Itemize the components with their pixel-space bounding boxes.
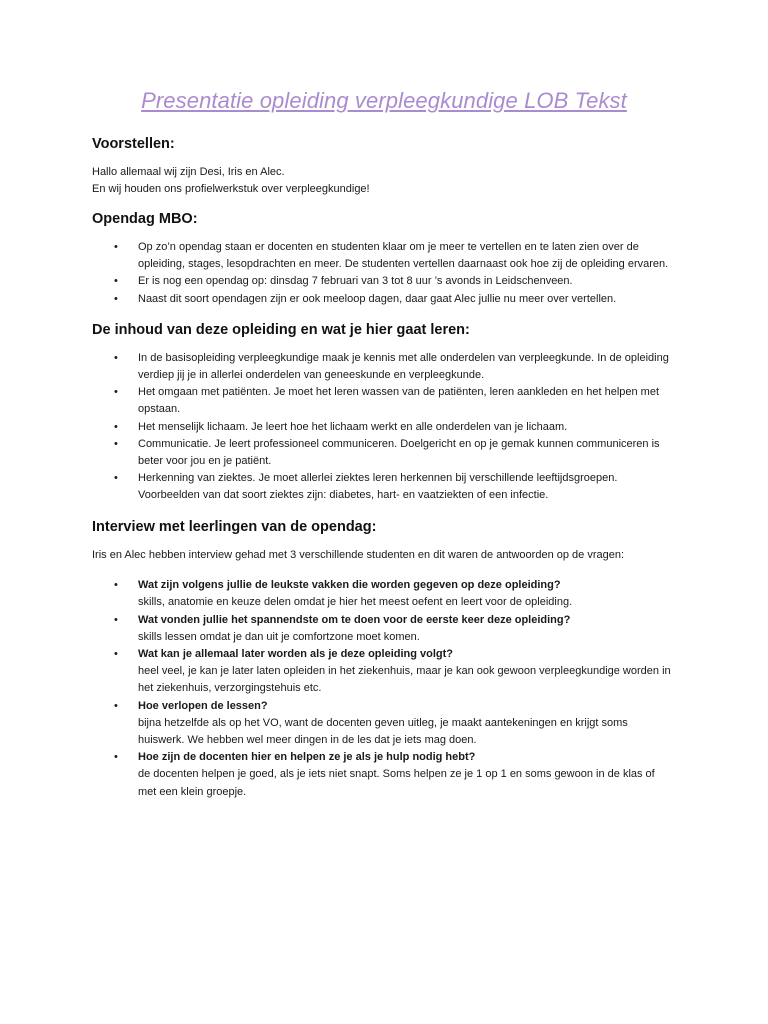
list-item: • Er is nog een opendag op: dinsdag 7 februari van 3 tot 8 uur ’s avonds in Leidschenveen. [92,273,676,290]
list-item: • Herkenning van ziektes. Je moet allerlei ziektes leren herkennen bij verschillende leeftijdsgroepen. Voorbeelden van dat soort ziektes zijn: diabetes, hart- en vaatziekten of een infectie. [114,472,618,502]
list-item: • Communicatie. Je leert professioneel communiceren. Doelgericht en op je gemak kunnen communiceren is beter voor jou en je patiënt. [114,437,660,468]
question: Hoe verlopen de lessen? [138,699,268,712]
bullet-icon: • [114,647,118,660]
question: Hoe zijn de docenten hier en helpen ze je als je hulp nodig hebt? [138,751,476,764]
bullet-icon: • [114,275,118,288]
bullet-icon: • [114,613,118,626]
document-title: Presentatie opleiding verpleegkundige LOB Tekst [141,88,627,113]
heading-opendag: Opendag MBO: [92,211,198,227]
answer: skills lessen omdat je dan uit je comfortzone moet komen. [138,630,420,643]
paragraph-intro [92,164,676,197]
qa-item [92,646,676,698]
bullet-icon: • [114,292,118,305]
qa-item [92,577,676,611]
list-item: • Het omgaan met patiënten. Je moet het leren wassen van de patiënten, leren aankleden en het helpen met opstaan. [114,386,660,416]
bullet-icon: • [114,420,118,433]
intro-line-2: En wij houden ons profielwerkstuk over verpleegkundige! [92,182,370,195]
bullet-list-inhoud [92,350,676,505]
heading-inhoud: De inhoud van deze opleiding en wat je hier gaat leren: [92,321,470,338]
bullet-icon: • [114,241,118,253]
answer: heel veel, je kan je later laten opleiden in het ziekenhuis, maar je kan ook gewoon verpleegkundige worden in het ziekenhuis, verzorgingstehuis etc. [138,665,671,695]
bullet-icon: • [114,751,118,764]
qa-list [92,577,676,801]
bullet-icon: • [114,579,118,592]
bullet-icon: • [114,472,118,485]
bullet-list-opendag [92,239,676,308]
qa-item [92,612,676,646]
question: Wat zijn volgens jullie de leukste vakken die worden gegeven op deze opleiding? [138,579,561,592]
list-item: • In de basisopleiding verpleegkundige maak je kennis met alle onderdelen van verpleegkunde. In de opleiding verdiep jij je in allerlei onderdelen van geneeskunde en verpleegkunde. [114,351,669,382]
heading-voorstellen: Voorstellen: [92,136,175,152]
bullet-icon: • [114,699,118,712]
list-item: • Het menselijk lichaam. Je leert hoe het lichaam werkt en alle onderdelen van je lichaam. [92,419,676,436]
bullet-icon: • [114,437,118,450]
answer: bijna hetzelfde als op het VO, want de docenten geven uitleg, je maakt aantekeningen en krijgt soms huiswerk. We hebben wel meer dingen in de les dat je iets mag doen. [138,716,628,746]
question: Wat vonden jullie het spannendste om te doen voor de eerste keer deze opleiding? [138,613,571,626]
intro-line-1: Hallo allemaal wij zijn Desi, Iris en Alec. [92,166,285,178]
bullet-icon: • [114,386,118,399]
question: Wat kan je allemaal later worden als je deze opleiding volgt? [138,647,454,660]
list-item: • Naast dit soort opendagen zijn er ook meeloop dagen, daar gaat Alec jullie nu meer over vertellen. [92,291,676,308]
list-item: • Op zo’n opendag staan er docenten en studenten klaar om je meer te vertellen en te laten zien over de opleiding, stages, lesopdrachten en meer. De studenten vertellen daarnaast ook hoe zij de opleiding ervaren. [114,241,669,271]
interview-intro: Iris en Alec hebben interview gehad met 3 verschillende studenten en dit waren de antwoorden op de vragen: [92,548,625,561]
answer: skills, anatomie en keuze delen omdat je hier het meest oefent en leert voor de opleiding. [138,596,573,609]
qa-item [92,749,676,801]
bullet-icon: • [114,351,118,364]
heading-interview: Interview met leerlingen van de opendag: [92,518,377,535]
qa-item [92,698,676,750]
answer: de docenten helpen je goed, als je iets niet snapt. Soms helpen ze je 1 op 1 en soms gewoon in de klas of met een klein groepje. [138,768,655,798]
